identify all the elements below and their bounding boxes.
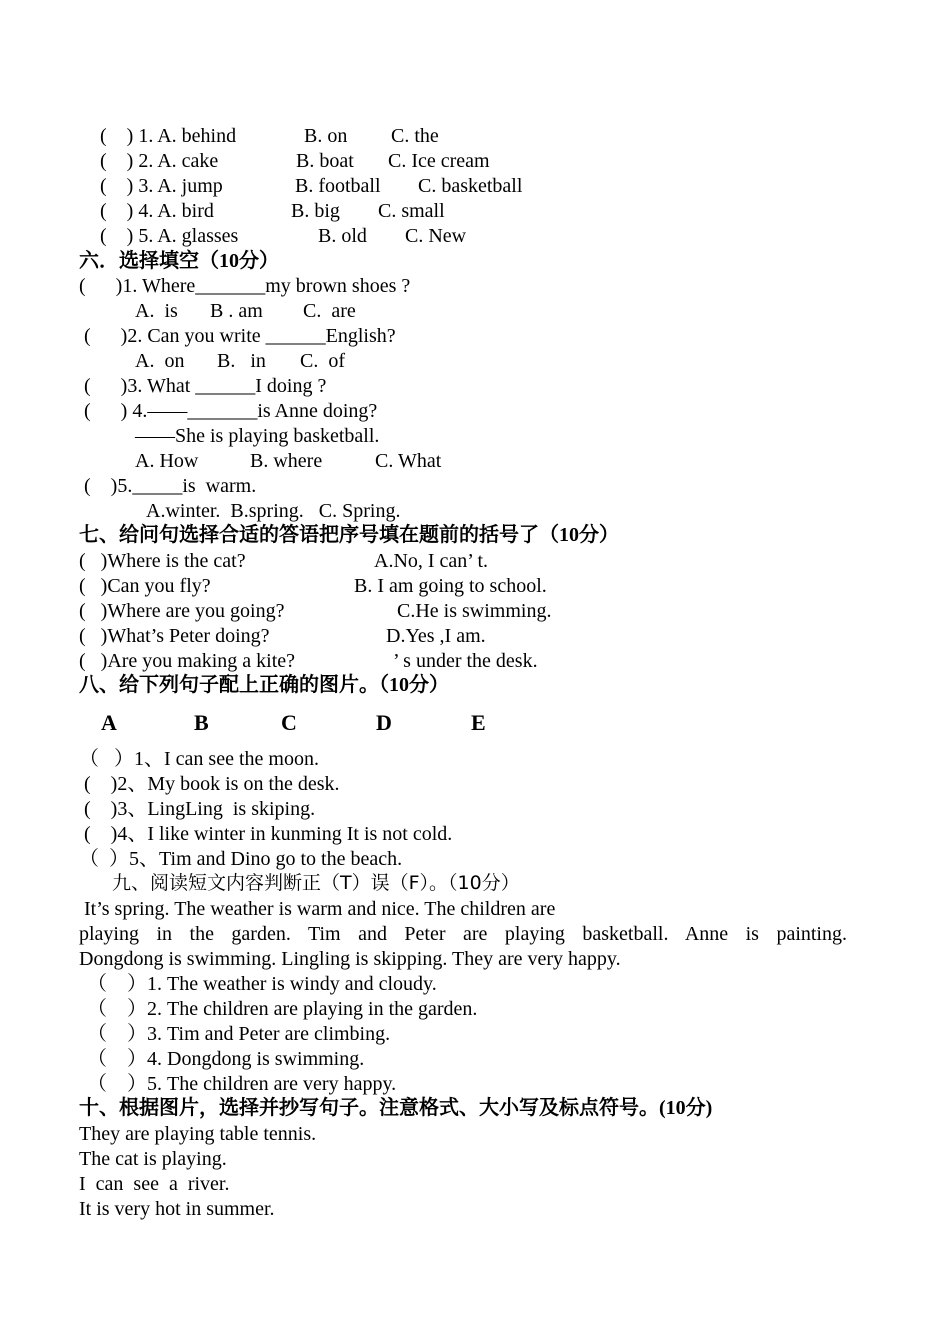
sec5-item-4: ( ) 4. A. bird [100, 200, 214, 222]
sec5-item-2-b: B. boat [296, 150, 354, 172]
sec9-item-5: （ ）5. The children are very happy. [87, 1073, 397, 1095]
sec7-question-5: ( )Are you making a kite? [79, 650, 296, 672]
sec10-title: 十、根据图片，选择并抄写句子。注意格式、大小写及标点符号。(10分) [79, 1097, 713, 1119]
sec9-passage-line-1: It’s spring. The weather is warm and nice. The children are [79, 898, 556, 920]
picture-label-b: B [194, 710, 209, 735]
sec6-q4-opt-c: C. What [375, 450, 442, 472]
sec5-item-4-c: C. small [378, 200, 445, 222]
sec6-q1-opt-b: B . am [210, 300, 263, 322]
sec7-answer-b: B. I am going to school. [354, 575, 547, 597]
sec7-question-3: ( )Where are you going? [79, 600, 285, 622]
sec8-title: 八、给下列句子配上正确的图片。（10分） [79, 674, 449, 696]
sec8-item-2: ( )2、My book is on the desk. [84, 773, 340, 795]
sec6-q2-opt-c: C. of [300, 350, 345, 372]
sec9-item-4: （ ）4. Dongdong is swimming. [87, 1048, 365, 1070]
sec8-item-5: （ ）5、Tim and Dino go to the beach. [79, 848, 403, 870]
sec6-q2-opt-b: B. in [217, 350, 266, 372]
sec6-q2-opt-a: A. on [135, 350, 185, 372]
sec6-q5: ( )5._____is warm. [84, 475, 257, 497]
sec5-item-4-b: B. big [291, 200, 340, 222]
sec5-item-2-c: C. Ice cream [388, 150, 490, 172]
sec8-item-3: ( )3、LingLing is skiping. [84, 798, 316, 820]
sec7-answer-e: ’ s under the desk. [393, 650, 538, 672]
sec5-item-2: ( ) 2. A. cake [100, 150, 219, 172]
sec7-question-1: ( )Where is the cat? [79, 550, 246, 572]
sec8-item-1: （ ）1、I can see the moon. [79, 748, 319, 770]
sec7-answer-d: D.Yes ,I am. [386, 625, 486, 647]
picture-label-a: A [101, 710, 117, 735]
sec9-passage-line-3: Dongdong is swimming. Lingling is skipping. They are very happy. [79, 948, 621, 970]
sec6-q2: ( )2. Can you write ______English? [84, 325, 396, 347]
sec6-q4: ( ) 4.——_______is Anne doing? [84, 400, 378, 422]
sec6-q4-opt-b: B. where [250, 450, 323, 472]
sec9-item-3: （ ）3. Tim and Peter are climbing. [87, 1023, 391, 1045]
sec9-item-2: （ ）2. The children are playing in the garden. [87, 998, 478, 1020]
sec5-item-1: ( ) 1. A. behind [100, 125, 237, 147]
sec6-title: 六．选择填空（10分） [79, 250, 279, 272]
sec6-q4-opt-a: A. How [135, 450, 199, 472]
sec6-q1: ( )1. Where_______my brown shoes ? [79, 275, 411, 297]
sec7-answer-c: C.He is swimming. [397, 600, 552, 622]
sec6-q1-opt-c: C. are [303, 300, 356, 322]
sec7-question-2: ( )Can you fly? [79, 575, 211, 597]
sec6-q3: ( )3. What ______I doing ? [84, 375, 327, 397]
sec6-q1-opt-a: A. is [135, 300, 178, 322]
sec5-item-3-b: B. football [295, 175, 381, 197]
picture-label-d: D [376, 710, 392, 735]
picture-label-c: C [281, 710, 297, 735]
sec10-sentence-1: They are playing table tennis. [79, 1123, 317, 1145]
sec7-question-4: ( )What’s Peter doing? [79, 625, 270, 647]
sec10-sentence-2: The cat is playing. [79, 1148, 227, 1170]
sec5-item-5: ( ) 5. A. glasses [100, 225, 239, 247]
sec5-item-5-c: C. New [405, 225, 467, 247]
sec5-item-3-c: C. basketball [418, 175, 523, 197]
sec7-title: 七、给问句选择合适的答语把序号填在题前的括号了（10分） [79, 524, 619, 546]
sec6-q5-options: A.winter. B.spring. C. Spring. [146, 500, 401, 522]
sec5-item-5-b: B. old [318, 225, 367, 247]
sec6-q4-answer: ——She is playing basketball. [135, 425, 380, 447]
sec5-item-1-c: C. the [391, 125, 439, 147]
sec9-title: 九、阅读短文内容判断正（T）误（F）。（10分） [112, 872, 520, 894]
sec10-sentence-3: I can see a river. [79, 1173, 230, 1195]
sec7-answer-a: A.No, I can’ t. [374, 550, 489, 572]
sec8-item-4: ( )4、I like winter in kunming It is not cold. [84, 823, 453, 845]
sec9-passage-line-2: playing in the garden. Tim and Peter are playing basketball. Anne is painting. [79, 923, 847, 945]
picture-label-e: E [471, 710, 486, 735]
sec10-sentence-4: It is very hot in summer. [79, 1198, 275, 1220]
sec9-item-1: （ ）1. The weather is windy and cloudy. [87, 973, 437, 995]
sec5-item-3: ( ) 3. A. jump [100, 175, 223, 197]
sec5-item-1-b: B. on [304, 125, 348, 147]
